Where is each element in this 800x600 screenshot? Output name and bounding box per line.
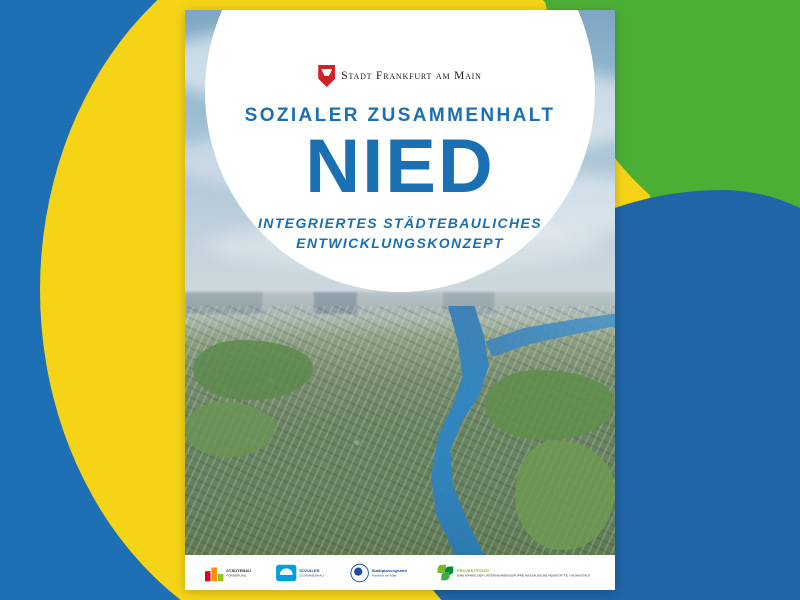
logo-subtitle: EINE MARKE DER UNTERNEHMENSGRUPPE NASSAUISCHE HEIMSTÄTTE / WOHNSTADT bbox=[456, 573, 590, 577]
frankfurt-crest-icon bbox=[318, 65, 335, 87]
staedtebaufoerderung-logo bbox=[205, 564, 251, 581]
stadtplanungsamt-logo bbox=[351, 563, 407, 581]
sozialer-zusammenhalt-logo bbox=[277, 564, 326, 581]
cover-kicker: SOZIALER ZUSAMMENHALT bbox=[244, 105, 556, 126]
cover-subtitle bbox=[205, 213, 595, 254]
projektstadt-logo bbox=[437, 564, 590, 581]
logo-caption bbox=[456, 568, 589, 577]
logo-subtitle: ZUSAMMENHALT bbox=[299, 573, 326, 577]
logo-caption bbox=[372, 568, 407, 577]
title-block bbox=[205, 65, 595, 254]
three-houses-icon bbox=[205, 564, 223, 581]
report-cover-sheet bbox=[185, 10, 615, 590]
logo-title: Stadtplanungsamt bbox=[371, 568, 408, 573]
cover-subtitle-line-1: INTEGRIERTES STÄDTEBAULICHES bbox=[258, 215, 542, 232]
logo-caption bbox=[227, 568, 252, 577]
logo-title: SOZIALER bbox=[299, 568, 321, 573]
logo-subtitle: Frankfurt am Main bbox=[371, 573, 398, 577]
logo-title: PROJEKTSTADT bbox=[456, 568, 489, 573]
logo-title: STÄDTEBAU bbox=[226, 568, 252, 573]
cover-subtitle-line-2: ENTWICKLUNGSKONZEPT bbox=[296, 235, 504, 252]
city-crest-label: Stadt Frankfurt am Main bbox=[341, 70, 482, 82]
circle-icon bbox=[351, 563, 369, 581]
logo-subtitle: FÖRDERUNG bbox=[226, 573, 247, 577]
city-crest-row bbox=[205, 65, 595, 87]
cover-headline: NIED bbox=[305, 124, 495, 209]
logo-caption bbox=[300, 568, 326, 577]
arch-icon bbox=[277, 564, 297, 581]
logo-strip bbox=[185, 555, 615, 590]
leaf-icon bbox=[437, 564, 454, 581]
